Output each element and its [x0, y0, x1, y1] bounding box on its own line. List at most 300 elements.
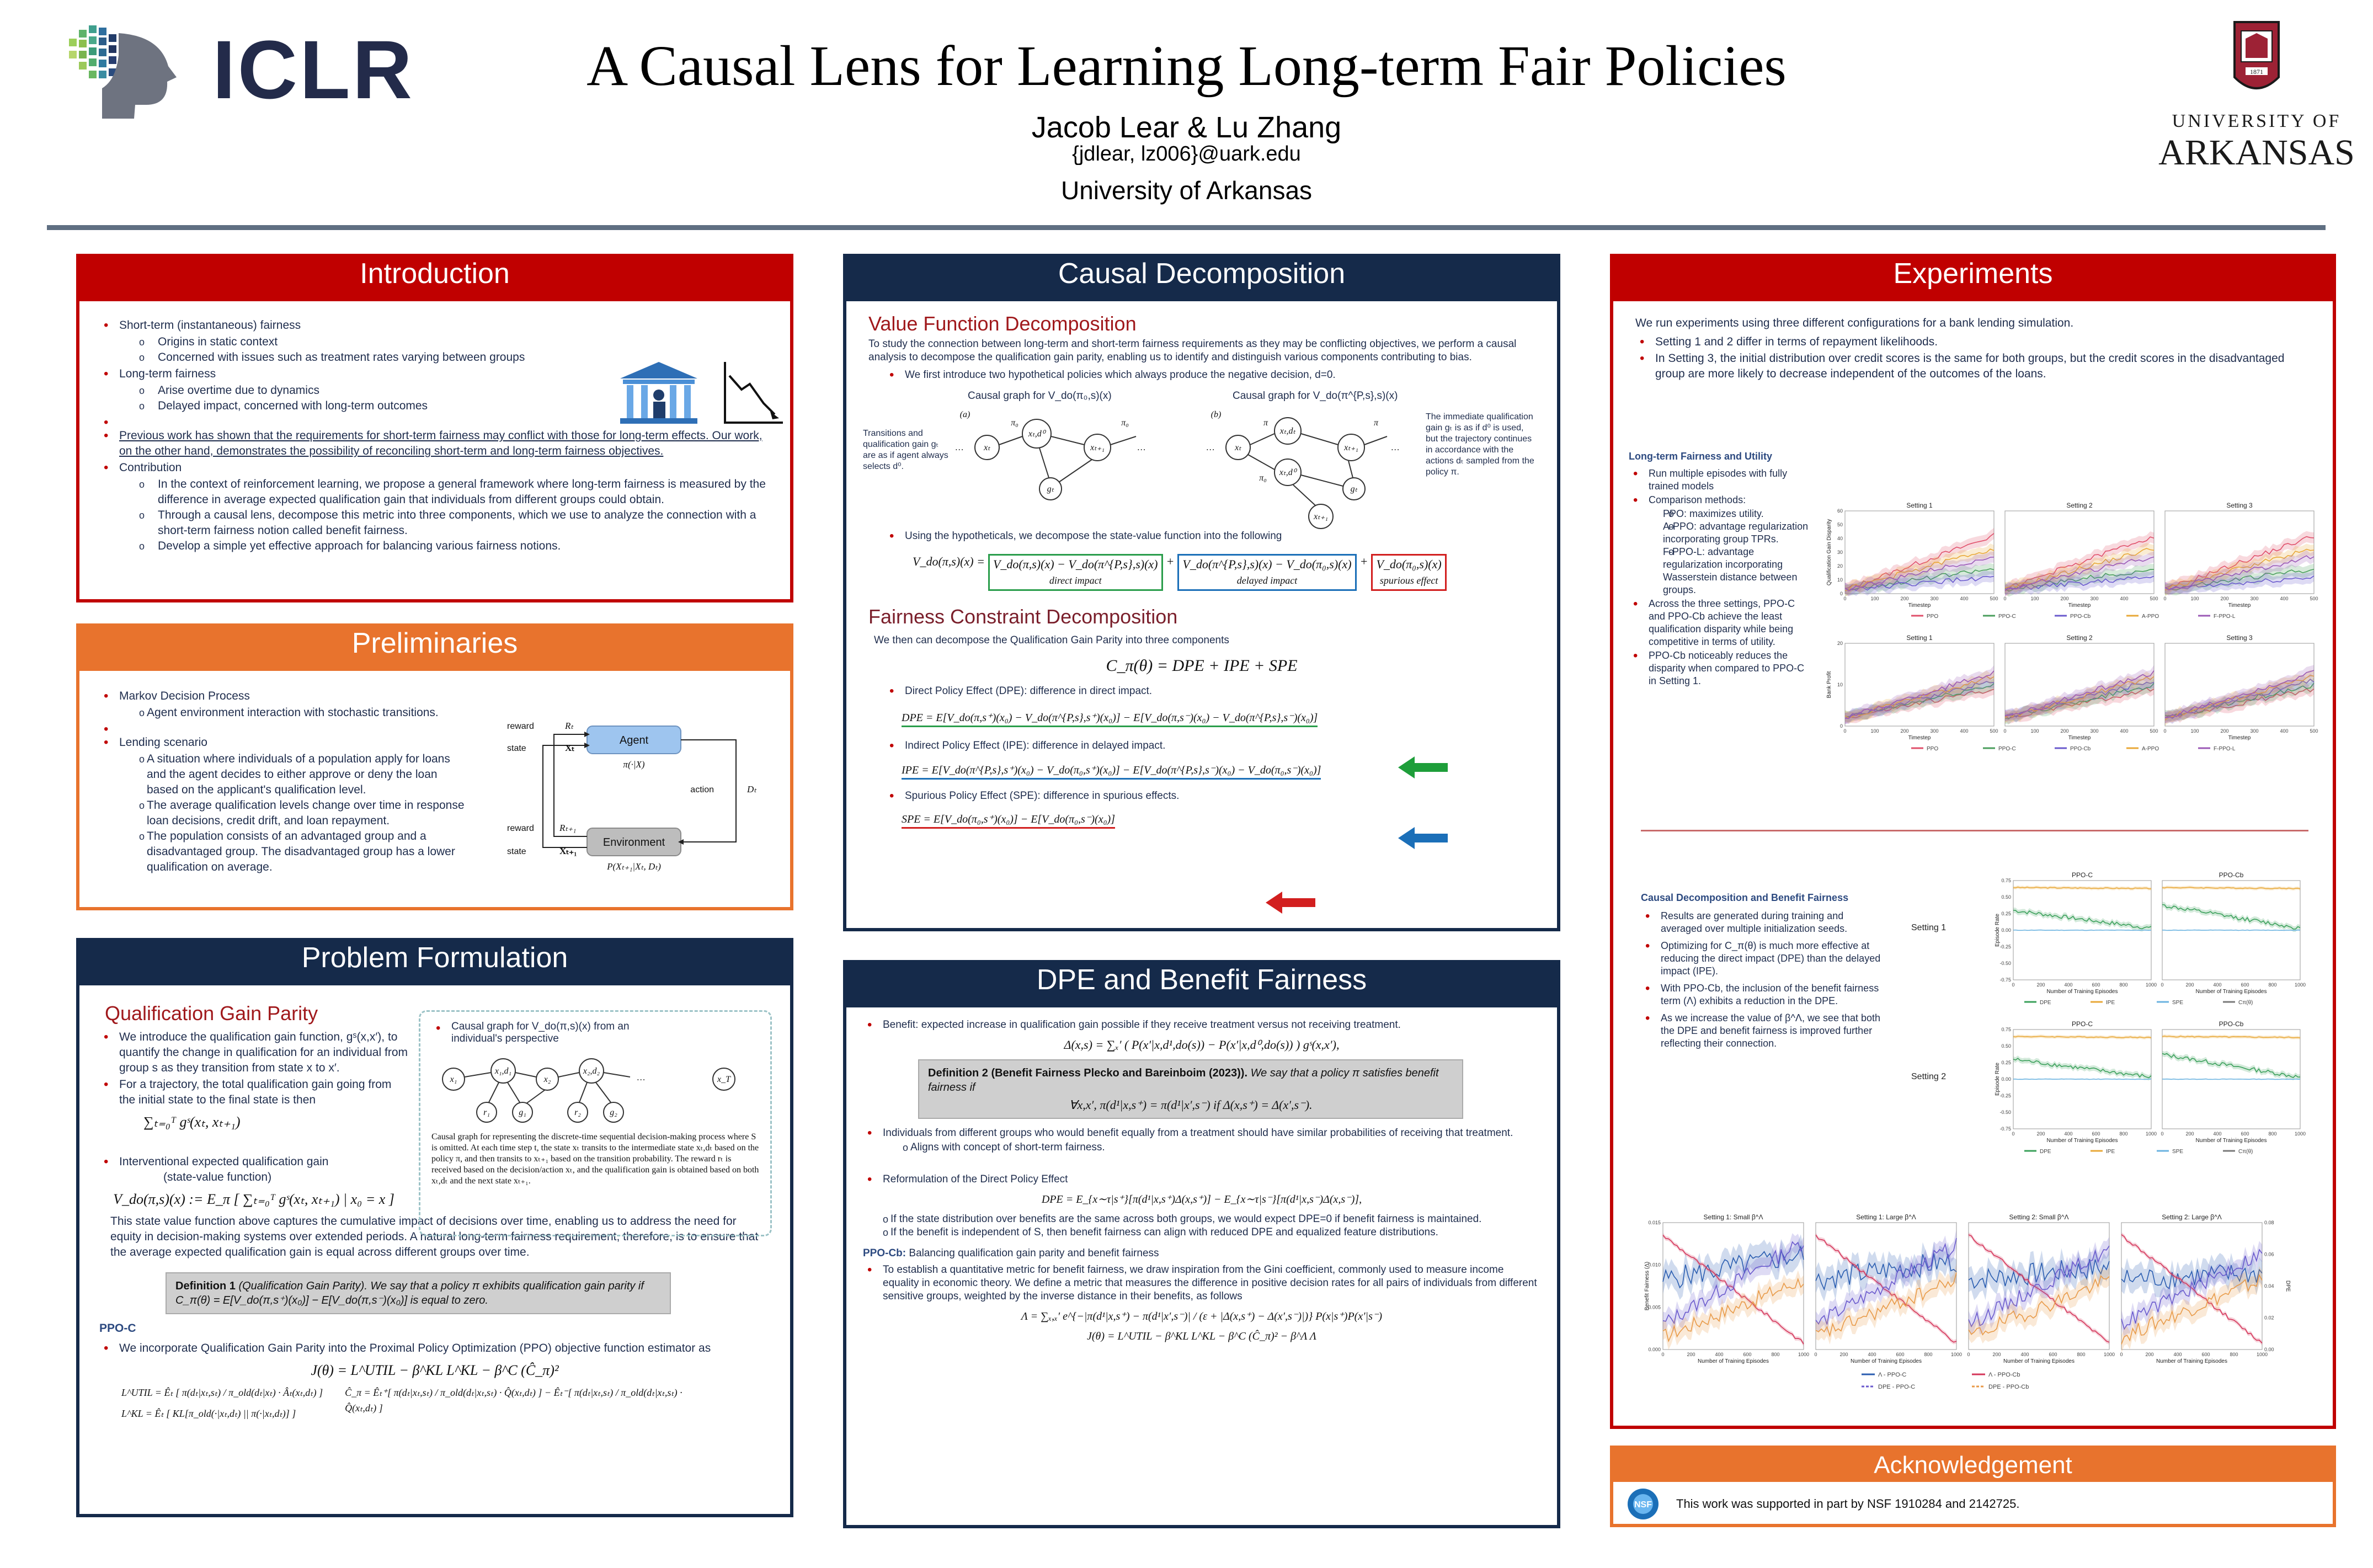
- episode-chart-title: PPO-Cb: [2219, 871, 2244, 879]
- bf-chart-xtick: 800: [1924, 1352, 1933, 1357]
- episode-chart-xlabel: Number of Training Episodes: [2046, 1138, 2118, 1144]
- episode-series-line: [2013, 930, 2151, 931]
- svg-text:xₜ₊₁: xₜ₊₁: [1090, 443, 1105, 452]
- episode-chart-xtick: 600: [2241, 1131, 2249, 1137]
- iclr-wordmark: ICLR: [212, 23, 414, 116]
- bf-chart-xtick: 400: [1868, 1352, 1876, 1357]
- grid-chart-xtick: 300: [1930, 728, 1939, 734]
- grid-chart-title: Setting 3: [2226, 634, 2253, 642]
- ppo-c-text: • We incorporate Qualification Gain Parity into the Proximal Policy Optimization (PPO) objective function estimator as: [99, 1341, 770, 1356]
- graph-b-label: Causal graph for V_do(π^{P,s},s)(x): [1233, 390, 1398, 402]
- experiments-content: [1613, 301, 2333, 397]
- grid-legend-label: PPO: [1927, 614, 1939, 620]
- ppo-cb-objective: J(θ) = L^UTIL − β^KL L^KL − β^C (Ĉ_π)² − β^Λ Λ: [1087, 1330, 1316, 1342]
- acknowledgement-text: This work was supported in part by NSF 1910284 and 2142725.: [1676, 1497, 2020, 1511]
- episode-legend-label: SPE: [2172, 1000, 2184, 1006]
- affiliation: University of Arkansas: [1060, 176, 1313, 205]
- episode-chart-xtick: 1000: [2145, 982, 2157, 988]
- cd-item: • Results are generated during training and averaged over multiple initialization seeds.: [1641, 910, 1884, 935]
- bf-chart-xtick: 600: [1896, 1352, 1905, 1357]
- svg-text:xₜ,d⁰: xₜ,d⁰: [1279, 468, 1297, 477]
- causal-graph-caption: Causal graph for representing the discrete-time sequential decision-making process where S is omitted. At each time step t, the state xₜ transits to the intermediate state xₜ,dₜ based on the policy π, and then transits to xₜ₊₁ based on the transition probability. The reward rₜ is received based on the decision/action xₜ, and the qualification gain is obtained based on both xₜ,dₜ and the next state xₜ₊₁.: [431, 1132, 759, 1186]
- episode-chart-xtick: 0: [2161, 982, 2164, 988]
- bf-chart-title: Setting 2: Small β^Λ: [2009, 1213, 2069, 1221]
- bf-chart-ylabel: Benefit Fairness (Λ): [1644, 1261, 1650, 1311]
- episode-legend-label: IPE: [2106, 1149, 2115, 1155]
- grid-chart-xtick: 0: [1843, 728, 1847, 734]
- episode-chart-ytick: 0.00: [2001, 927, 2011, 933]
- causal-graph-b: [1205, 406, 1420, 533]
- svg-text:xₜ,dₜ: xₜ,dₜ: [1279, 426, 1296, 436]
- grid-chart-xtick: 400: [2120, 596, 2129, 601]
- state-label-next: state: [507, 847, 526, 856]
- grid-chart-ytick: 60: [1837, 508, 1843, 514]
- episode-chart-ytick: -0.25: [1999, 1093, 2011, 1098]
- grid-chart-xtick: 0: [2003, 596, 2007, 601]
- graph-a-label: Causal graph for V_do(π₀,s)(x): [968, 390, 1112, 402]
- episode-chart-xtick: 600: [2092, 1131, 2100, 1137]
- transition-label: P(Xₜ₊₁|Xₜ, Dₜ): [607, 861, 661, 872]
- grid-chart-xtick: 300: [2250, 596, 2259, 601]
- reward-label-next: reward: [507, 824, 534, 833]
- r-t-label: Rₜ: [565, 721, 574, 731]
- episode-chart-ytick: -0.25: [1999, 944, 2011, 950]
- decomposition-item: • Using the hypotheticals, we decompose the state-value function into the following: [885, 529, 1540, 544]
- episode-chart-xtick: 1000: [2294, 1131, 2306, 1137]
- intro-sub: o Develop a simple yet effective approach for balancing various fairness notions.: [119, 538, 770, 554]
- svg-text:π₀: π₀: [1121, 418, 1129, 428]
- grid-chart-title: Setting 3: [2226, 502, 2253, 509]
- episode-chart-xtick: 200: [2036, 1131, 2045, 1137]
- bf-chart-xlabel: Number of Training Episodes: [2003, 1358, 2075, 1364]
- episode-chart-xtick: 0: [2012, 982, 2015, 988]
- svg-text:π: π: [1373, 418, 1379, 428]
- intro-item-previous-work: • Previous work has shown that the requirements for short-term fairness may conflict with those for long-term effects. Our work, on the other hand, demonstrates the possibility of reconciling short-term and long-term fairness objectives.: [99, 428, 770, 459]
- cd-title: Causal Decomposition and Benefit Fairness: [1641, 892, 1849, 903]
- d-t-label: Dₜ: [747, 784, 757, 794]
- intro-sub: o Arise overtime due to dynamics: [119, 383, 770, 398]
- episode-chart-xtick: 400: [2064, 1131, 2073, 1137]
- lf-sub: o F-PPO-L: advantage regularization incorporating Wasserstein distance between groups.: [1649, 546, 1811, 596]
- grid-chart-xtick: 100: [2030, 728, 2039, 734]
- reformulation-item: • Reformulation of the Direct Policy Effect: [863, 1173, 1540, 1186]
- sequential-causal-graph: [431, 1046, 762, 1129]
- svg-text:xₜ: xₜ: [984, 443, 990, 452]
- pf-item-trajectory: • For a trajectory, the total qualification gain going from the initial state to the final state is then: [99, 1077, 408, 1108]
- definition-1-box: Definition 1 (Qualification Gain Parity). We say that a policy π exhibits qualification gain parity if C_π(θ) = E[V_do(π,s⁺)(x₀)] − E[V_do(π,s⁻)(x₀)] is equal to zero.: [166, 1272, 671, 1314]
- svg-text:r₂: r₂: [574, 1108, 581, 1117]
- grid-chart-xtick: 300: [2090, 728, 2099, 734]
- bf-chart-xtick: 600: [2201, 1352, 2210, 1357]
- bf-chart-xtick: 400: [1715, 1352, 1724, 1357]
- grid-chart-ytick: 0: [1839, 723, 1843, 729]
- svg-text:r₁: r₁: [483, 1108, 490, 1117]
- svg-text:…: …: [637, 1073, 646, 1082]
- preliminaries-title: Preliminaries: [79, 627, 790, 671]
- bf-chart-xtick: 600: [2049, 1352, 2057, 1357]
- bf-chart-title: Setting 1: Large β^Λ: [1856, 1213, 1916, 1221]
- bf-chart-xtick: 400: [2173, 1352, 2182, 1357]
- svg-text:x₂,d₂: x₂,d₂: [583, 1066, 600, 1076]
- grid-chart-xtick: 0: [1843, 596, 1847, 601]
- poster-header: [0, 0, 2373, 232]
- reform-sub: o If the state distribution over benefits are the same across both groups, we would expect DPE=0 if benefit fairness is maintained.: [863, 1213, 1540, 1226]
- grid-chart-xtick: 400: [2280, 596, 2289, 601]
- episode-chart-ytick: 0.50: [2001, 1043, 2011, 1049]
- bf-chart-xlabel: Number of Training Episodes: [1851, 1358, 1922, 1364]
- episode-chart-xtick: 1000: [2294, 982, 2306, 988]
- benefit-fairness-equation: ∀x,x′, π(d¹|x,s⁺) = π(d¹|x′,s⁻) if Δ(x,s⁺) = Δ(x′,s⁻).: [1069, 1098, 1313, 1112]
- grid-chart-xtick: 0: [2003, 728, 2007, 734]
- grid-legend-label: PPO: [1927, 746, 1939, 752]
- grid-chart-xtick: 0: [2163, 728, 2167, 734]
- bf-chart-xtick: 800: [2077, 1352, 2086, 1357]
- introduction-title: Introduction: [79, 257, 790, 301]
- intro-sub: o Origins in static context: [119, 334, 770, 350]
- experiments-intro: We run experiments using three different configurations for a bank lending simulation.: [1635, 317, 2074, 329]
- lf-sub: o A-PPO: advantage regularization incorporating group TPRs.: [1649, 520, 1811, 546]
- benefit-item: • Benefit: expected increase in qualification gain possible if they receive treatment versus not receiving treatment.: [863, 1018, 1540, 1032]
- intro-sub: o Concerned with issues such as treatment rates varying between groups: [119, 350, 770, 365]
- university-logo-line2: ARKANSAS: [2158, 132, 2355, 173]
- bf-right-ytick: 0.04: [2264, 1283, 2274, 1289]
- lf-item: • Across the three settings, PPO-C and PPO-Cb achieve the least qualification disparity while being competitive in terms of utility.: [1629, 598, 1811, 648]
- svg-text:x_T: x_T: [717, 1075, 730, 1084]
- state-label: state: [507, 744, 526, 753]
- spe-equation: SPE = E[V_do(π₀,s⁺)(x₀)] − E[V_do(π₀,s⁻)(x₀)]: [902, 812, 1115, 829]
- prelim-sub: o A situation where individuals of a population apply for loans and the agent decides to either approve or deny the loan based on the applicant's qualification level.: [119, 751, 468, 798]
- episode-chart-xtick: 200: [2185, 982, 2194, 988]
- grid-chart-xtick: 400: [1960, 596, 1969, 601]
- episode-legend-label: SPE: [2172, 1149, 2184, 1155]
- svg-text:gₜ: gₜ: [1350, 484, 1358, 494]
- lf-sub: o PPO: maximizes utility.: [1649, 508, 1811, 520]
- grid-chart-xlabel: Timestep: [1908, 602, 1931, 609]
- benefit-fairness-charts: [1630, 1206, 2319, 1427]
- episode-chart-ytick: -0.75: [1999, 1126, 2011, 1132]
- lambda-equation: Λ = ∑ₓ,ₓ′ e^{−|π(d¹|x,s⁺) − π(d¹|x′,s⁻)| / (ε + |Δ(x,s⁺) − Δ(x′,s⁻)|)} P(x|s⁺)P(x′|s⁻): [1021, 1310, 1383, 1322]
- intro-sub: o Through a causal lens, decompose this metric into three components, which we use to analyze the connection with a short-term fairness notion called benefit fairness.: [119, 508, 770, 538]
- long-term-fairness-section: [1629, 450, 1811, 689]
- episode-legend-label: Cπ(θ): [2238, 1149, 2253, 1155]
- university-logo-line1: UNIVERSITY OF: [2172, 111, 2342, 131]
- grid-chart-ytick: 40: [1837, 536, 1843, 541]
- c-hat-equation: Ĉ_π = Êₜ⁺[ π(dₜ|xₜ,sₜ) / π_old(dₜ|xₜ,sₜ) · Q̂(xₜ,dₜ) ] − Êₜ⁻[ π(dₜ|xₜ,sₜ) / π_old(dₜ|xₜ,sₜ) · Q̂(xₜ,dₜ) ]: [345, 1387, 682, 1414]
- long-term-fairness-charts: [1817, 500, 2325, 765]
- header-divider: [47, 225, 2326, 230]
- lf-item: • Comparison methods: o PPO: maximizes utility. o A-PPO: advantage regularization incorporating group TPRs. o F-PPO-L: advantage regularization incorporating Wasserstein distance between groups.: [1629, 494, 1811, 596]
- l-util-equation: L^UTIL = Êₜ [ π(dₜ|xₜ,sₜ) / π_old(dₜ|xₜ) · Âₜ(xₜ,dₜ) ]: [121, 1387, 323, 1398]
- vfd-text: To study the connection between long-term and short-term fairness requirements as they may be conflicting objectives, we perform a causal analysis to decompose the qualification gain parity, enabling us to identify and distinguish various components contributing to bias.: [868, 338, 1517, 363]
- grid-chart-xtick: 200: [2220, 728, 2229, 734]
- grid-chart-xtick: 500: [2150, 728, 2158, 734]
- svg-text:x₁,d₁: x₁,d₁: [494, 1066, 512, 1076]
- episode-series-line: [2162, 1079, 2300, 1080]
- bf-chart-ytick: 0.005: [1648, 1304, 1661, 1310]
- svg-text:xₜ₊₁: xₜ₊₁: [1344, 443, 1358, 452]
- grid-chart-title: Setting 2: [2066, 502, 2093, 509]
- fcd-equation: C_π(θ) = DPE + IPE + SPE: [1106, 657, 1298, 675]
- reformulation-equation: DPE = E_{x∼τ|s⁺}[π(d¹|x,s⁺)Δ(x,s⁺)] − E_{x∼τ|s⁻}[π(d¹|x,s⁻)Δ(x,s⁻)],: [1041, 1193, 1362, 1206]
- spacer: [99, 722, 468, 734]
- episode-chart-xtick: 200: [2185, 1131, 2194, 1137]
- intro-item-contribution: • Contribution o In the context of reinforcement learning, we propose a general framework where long-term fairness is measured by the difference in average expected qualification gain that individuals from different groups could obtain. o Through a causal lens, decompose this metric into three components, which we use to analyze the connection with a short-term fairness notion called benefit fairness. o Develop a simple yet effective approach for balancing various fairness notions.: [99, 460, 770, 554]
- bf-chart-xtick: 0: [1814, 1352, 1817, 1357]
- episode-chart-xtick: 800: [2268, 982, 2277, 988]
- emails: {jdlear, lz006}@uark.edu: [1072, 142, 1301, 166]
- agent-environment-diagram: [499, 710, 786, 892]
- grid-chart-xlabel: Timestep: [1908, 735, 1931, 741]
- agent-box-label: Agent: [619, 734, 649, 746]
- grid-legend-label: PPO-C: [1998, 614, 2016, 620]
- episode-chart-ytick: 0.75: [2001, 1027, 2011, 1032]
- graph-b-note: The immediate qualification gain gₜ is as if d⁰ is used, but the trajectory continues in accordance with the actions dₜ sampled from the policy π.: [1426, 412, 1534, 477]
- episode-chart-xtick: 600: [2092, 982, 2100, 988]
- episode-series-line: [2162, 930, 2300, 931]
- bf-chart-xtick: 800: [2230, 1352, 2238, 1357]
- causal-graph-label: • Causal graph for V_do(π,s)(x) from an individual's perspective: [431, 1021, 641, 1045]
- l-kl-equation: L^KL = Êₜ [ KL[π_old(·|xₜ,dₜ) || π(·|xₜ,dₜ)] ]: [121, 1408, 296, 1419]
- bf-legend-label: Λ - PPO-C: [1878, 1372, 1907, 1378]
- causal-decomposition-title: Causal Decomposition: [846, 257, 1557, 301]
- university-of-arkansas-logo: [2146, 17, 2367, 193]
- svg-text:xₜ: xₜ: [1235, 443, 1241, 452]
- episode-rate-charts: [1906, 870, 2314, 1178]
- episode-chart-ylabel: Episode Rate: [1995, 1062, 2001, 1096]
- episode-chart-xlabel: Number of Training Episodes: [2195, 1138, 2267, 1144]
- prelim-item-lending: • Lending scenario o A situation where individuals of a population apply for loans and the agent decides to either approve or deny the loan based on the applicant's qualification level. o The average qualification levels change over time in response loan decisions, credit drift, and loan repayment. o The population consists of an advantaged group and a disadvantaged group. The disadvantaged group has a lower qualification on average.: [99, 735, 468, 875]
- bf-chart-xlabel: Number of Training Episodes: [2156, 1358, 2227, 1364]
- bf-right-ytick: 0.00: [2264, 1347, 2274, 1352]
- grid-chart-xtick: 200: [2220, 596, 2229, 601]
- red-arrow-icon: [1266, 892, 1315, 914]
- svg-text:gₜ: gₜ: [1047, 484, 1054, 494]
- episode-chart-xtick: 800: [2119, 982, 2128, 988]
- sum-equation: ∑ₜ₌₀ᵀ gˢ(xₜ, xₜ₊₁): [143, 1114, 241, 1130]
- episode-chart-ytick: -0.50: [1999, 961, 2011, 966]
- spe-item: • Spurious Policy Effect (SPE): difference in spurious effects.: [885, 788, 1540, 804]
- episode-row-label: Setting 2: [1911, 1072, 1947, 1081]
- svg-text:(a): (a): [959, 410, 970, 419]
- item-equal-benefit: • Individuals from different groups who would benefit equally from a treatment should have similar probabilities of receiving that treatment. o Aligns with concept of short-term fairness.: [863, 1127, 1540, 1154]
- value-decomposition-equation: V_do(π,s)(x) = V_do(π,s)(x) − V_do(π^{P,s},s)(x) direct impact + V_do(π^{P,s},s)(x) − V_do(π₀,s)(x) delayed impact + V_do(π₀,s)(x) spurious effect: [913, 554, 1540, 591]
- episode-legend-label: DPE: [2040, 1000, 2051, 1006]
- grid-legend-label: PPO-C: [1998, 746, 2016, 752]
- svg-text:…: …: [1206, 443, 1215, 452]
- grid-chart-ytick: 10: [1837, 577, 1843, 583]
- acknowledgement-panel: [1610, 1446, 2336, 1527]
- episode-chart-ytick: 0.75: [2001, 878, 2011, 883]
- episode-chart-ytick: 0.25: [2001, 1060, 2011, 1065]
- experiments-title: Experiments: [1613, 257, 2333, 301]
- graph-a-note: Transitions and qualification gain gₜ are as if agent always selects d⁰.: [863, 429, 948, 471]
- episode-row-label: Setting 1: [1911, 923, 1947, 932]
- grid-chart-xtick: 300: [2250, 728, 2259, 734]
- grid-chart-xtick: 500: [2150, 596, 2158, 601]
- episode-chart-ytick: 0.50: [2001, 894, 2011, 900]
- fcd-text: We then can decompose the Qualification Gain Parity into three components: [874, 634, 1229, 646]
- x-t1-label: Xₜ₊₁: [559, 846, 577, 856]
- grid-chart-xtick: 100: [1870, 596, 1879, 601]
- bf-chart-ytick: 0.000: [1648, 1347, 1661, 1352]
- bf-chart-xtick: 0: [1967, 1352, 1970, 1357]
- r-t1-label: Rₜ₊₁: [559, 823, 577, 833]
- experiments-panel: [1610, 254, 2336, 1429]
- grid-chart-title: Setting 1: [1906, 634, 1933, 642]
- dpe-equation: DPE = E[V_do(π,s⁺)(x₀) − V_do(π^{P,s},s⁺)(x₀)] − E[V_do(π,s⁻)(x₀) − V_do(π^{P,s},s⁻)(x₀)]: [902, 710, 1318, 727]
- svg-text:π₀: π₀: [1259, 473, 1267, 483]
- authors: Jacob Lear & Lu Zhang: [1031, 111, 1342, 144]
- grid-chart-xtick: 500: [1990, 728, 1998, 734]
- problem-formulation-title: Problem Formulation: [79, 941, 790, 985]
- grid-legend-label: PPO-Cb: [2070, 746, 2091, 752]
- intro-item-long-term: • Long-term fairness o Arise overtime due to dynamics o Delayed impact, concerned with long-term outcomes: [99, 366, 770, 414]
- grid-chart-xtick: 200: [1900, 728, 1909, 734]
- value-function-equation: V_do(π,s)(x) := E_π [ ∑ₜ₌₀ᵀ gˢ(xₜ, xₜ₊₁) | x₀ = x ]: [113, 1191, 394, 1207]
- grid-chart-xtick: 100: [1870, 728, 1879, 734]
- grid-chart-ytick: 0: [1839, 591, 1843, 596]
- grid-chart-xtick: 500: [2310, 596, 2318, 601]
- causal-graph-box: [419, 1010, 772, 1236]
- episode-legend-label: IPE: [2106, 1000, 2115, 1006]
- dpe-item: • Direct Policy Effect (DPE): difference in direct impact.: [885, 684, 1540, 699]
- grid-chart-title: Setting 2: [2066, 634, 2093, 642]
- intro-sub: o In the context of reinforcement learning, we propose a general framework where long-term fairness is measured by the difference in average expected qualification gain that individuals from different groups could obtain.: [119, 477, 770, 508]
- bf-chart-xtick: 1000: [2103, 1352, 2115, 1357]
- problem-formulation-panel: [76, 938, 793, 1517]
- svg-text:xₜ₊₁: xₜ₊₁: [1314, 512, 1328, 521]
- reform-sub: o If the benefit is independent of S, then benefit fairness can align with reduced DPE and equalized feature distributions.: [863, 1226, 1540, 1239]
- summary-text: This state value function above captures the cumulative impact of decisions over time, enabling us to address the need for equity in decision-making systems over extended periods. A natural long-term fairness requirement, therefore, is to ensure that the average expected qualification gain is equal across different groups over time.: [110, 1215, 759, 1258]
- bf-legend-label: DPE - PPO-C: [1878, 1384, 1916, 1390]
- acknowledgement-body: [1613, 1482, 2333, 1526]
- grid-chart-xtick: 300: [1930, 596, 1939, 601]
- environment-box-label: Environment: [602, 836, 665, 849]
- episode-chart-xtick: 400: [2064, 982, 2073, 988]
- episode-chart-xtick: 800: [2268, 1131, 2277, 1137]
- lf-title: Long-term Fairness and Utility: [1629, 451, 1773, 462]
- bf-chart-ytick: 0.015: [1648, 1220, 1661, 1225]
- episode-chart-xlabel: Number of Training Episodes: [2195, 989, 2267, 995]
- seal-year: 1871: [2250, 68, 2263, 76]
- grid-chart-xtick: 0: [2163, 596, 2167, 601]
- grid-chart-ytick: 30: [1837, 550, 1843, 555]
- objective-equation: J(θ) = L^UTIL − β^KL L^KL − β^C (Ĉ_π)²: [311, 1362, 559, 1378]
- grid-chart-xtick: 100: [2190, 728, 2199, 734]
- ipe-item: • Indirect Policy Effect (IPE): difference in delayed impact.: [885, 738, 1540, 754]
- grid-chart-xlabel: Timestep: [2068, 735, 2091, 741]
- cd-benefit-section: [1641, 892, 1884, 1051]
- definition-2-box: Definition 2 (Benefit Fairness Plecko and Bareinboim (2023)). We say that a policy π satisfies benefit fairness if ∀x,x′, π(d¹|x,s⁺) = π(d¹|x′,s⁻) if Δ(x,s⁺) = Δ(x′,s⁻).: [918, 1059, 1463, 1119]
- causal-decomposition-panel: [843, 254, 1560, 931]
- pf-item-interventional: • Interventional expected qualification gain (state-value function): [99, 1154, 408, 1185]
- svg-text:π: π: [1263, 418, 1268, 428]
- bf-right-ytick: 0.02: [2264, 1315, 2274, 1321]
- bf-chart-xtick: 200: [1839, 1352, 1848, 1357]
- bf-chart-xtick: 600: [1743, 1352, 1752, 1357]
- dpe-benefit-content: [846, 1007, 1557, 1359]
- exp-bullet: • Setting 1 and 2 differ in terms of repayment likelihoods.: [1635, 334, 2311, 350]
- grid-chart-ytick: 10: [1837, 682, 1843, 687]
- episode-chart-title: PPO-C: [2071, 871, 2093, 879]
- introduction-content: [79, 301, 790, 567]
- grid-chart-xtick: 300: [2090, 596, 2099, 601]
- grid-legend-label: A-PPO: [2142, 614, 2159, 620]
- episode-chart-xtick: 600: [2241, 982, 2249, 988]
- cd-item: • Optimizing for C_π(θ) is much more effective at reducing the direct impact (DPE) than the delayed impact (IPE).: [1641, 940, 1884, 978]
- vfd-title: Value Function Decomposition: [868, 312, 1137, 335]
- ipe-equation: IPE = E[V_do(π^{P,s},s⁺)(x₀) − V_do(π₀,s⁺)(x₀)] − E[V_do(π^{P,s},s⁻)(x₀) − V_do(π₀,s⁻)(x₀)]: [902, 762, 1321, 780]
- grid-chart-xtick: 500: [2310, 728, 2318, 734]
- grid-chart-ylabel: Bank Profit: [1826, 671, 1832, 698]
- nsf-logo-icon: [1627, 1487, 1660, 1521]
- cd-item: • With PPO-Cb, the inclusion of the benefit fairness term (Λ) exhibits a reduction in the DPE.: [1641, 982, 1884, 1007]
- episode-chart-ytick: 0.00: [2001, 1076, 2011, 1082]
- grid-chart-xlabel: Timestep: [2228, 735, 2251, 741]
- bf-chart-xtick: 200: [1992, 1352, 2001, 1357]
- grid-chart-title: Setting 1: [1906, 502, 1933, 509]
- svg-text:x₂: x₂: [543, 1075, 551, 1084]
- grid-chart-xtick: 400: [2120, 728, 2129, 734]
- bf-chart-xtick: 200: [2145, 1352, 2154, 1357]
- grid-legend-label: F-PPO-L: [2214, 746, 2236, 752]
- brace-delayed-impact: delayed impact: [1236, 575, 1298, 586]
- grid-chart-ytick: 20: [1837, 563, 1843, 569]
- episode-chart-ytick: -0.75: [1999, 977, 2011, 983]
- bf-right-ytick: 0.08: [2264, 1220, 2274, 1225]
- bf-chart-xtick: 1000: [1950, 1352, 1963, 1357]
- bf-right-ytick: 0.06: [2264, 1251, 2274, 1257]
- section-divider: [1641, 830, 2308, 831]
- green-arrow-icon: [1398, 756, 1448, 778]
- svg-text:…: …: [1137, 443, 1146, 452]
- introduction-panel: [76, 254, 793, 602]
- reward-label: reward: [507, 722, 534, 731]
- hypothetical-policies-item: • We first introduce two hypothetical policies which always produce the negative decision, d=0.: [885, 367, 1540, 383]
- bf-chart-xtick: 200: [1687, 1352, 1695, 1357]
- gini-item: • To establish a quantitative metric for benefit fairness, we draw inspiration from the Gini coefficient, commonly used to measure income equality in economic theory. We define a metric that measures the difference in positive decision rates for all pairs of individuals from different sensitive groups, weighted by the inverse distance in their benefits, as follows: [863, 1263, 1540, 1303]
- acknowledgement-title: Acknowledgement: [1613, 1449, 2333, 1482]
- policy-label: π(·|X): [623, 759, 645, 770]
- grid-legend-label: F-PPO-L: [2214, 614, 2236, 620]
- grid-chart-xtick: 100: [2030, 596, 2039, 601]
- episode-series-line: [2013, 1079, 2151, 1080]
- grid-chart-xtick: 200: [2060, 728, 2069, 734]
- grid-chart-xtick: 400: [2280, 728, 2289, 734]
- svg-text:xₜ,d⁰: xₜ,d⁰: [1028, 429, 1046, 439]
- svg-text:g₁: g₁: [519, 1108, 526, 1117]
- qualification-gain-parity-title: Qualification Gain Parity: [105, 1002, 318, 1025]
- poster-title: A Causal Lens for Learning Long-term Fair Policies: [586, 34, 1787, 98]
- bf-legend-label: Λ - PPO-Cb: [1988, 1372, 2020, 1378]
- bf-chart-xtick: 400: [2020, 1352, 2029, 1357]
- grid-legend-label: A-PPO: [2142, 746, 2159, 752]
- brace-spurious-effect: spurious effect: [1379, 575, 1438, 586]
- svg-text:…: …: [955, 443, 964, 452]
- episode-chart-xtick: 400: [2213, 982, 2222, 988]
- causal-decomposition-content: [846, 301, 1557, 838]
- grid-legend-label: PPO-Cb: [2070, 614, 2091, 620]
- episode-chart-title: PPO-C: [2071, 1020, 2093, 1028]
- episode-legend-label: Cπ(θ): [2238, 1000, 2253, 1006]
- episode-chart-xtick: 400: [2213, 1131, 2222, 1137]
- bank-illustration-icon: [609, 356, 708, 428]
- grid-chart-xtick: 100: [2190, 596, 2199, 601]
- preliminaries-panel: [76, 623, 793, 910]
- prelim-sub: o Agent environment interaction with stochastic transitions.: [119, 705, 468, 721]
- grid-chart-xtick: 500: [1990, 596, 1998, 601]
- svg-text:x₁: x₁: [450, 1075, 457, 1084]
